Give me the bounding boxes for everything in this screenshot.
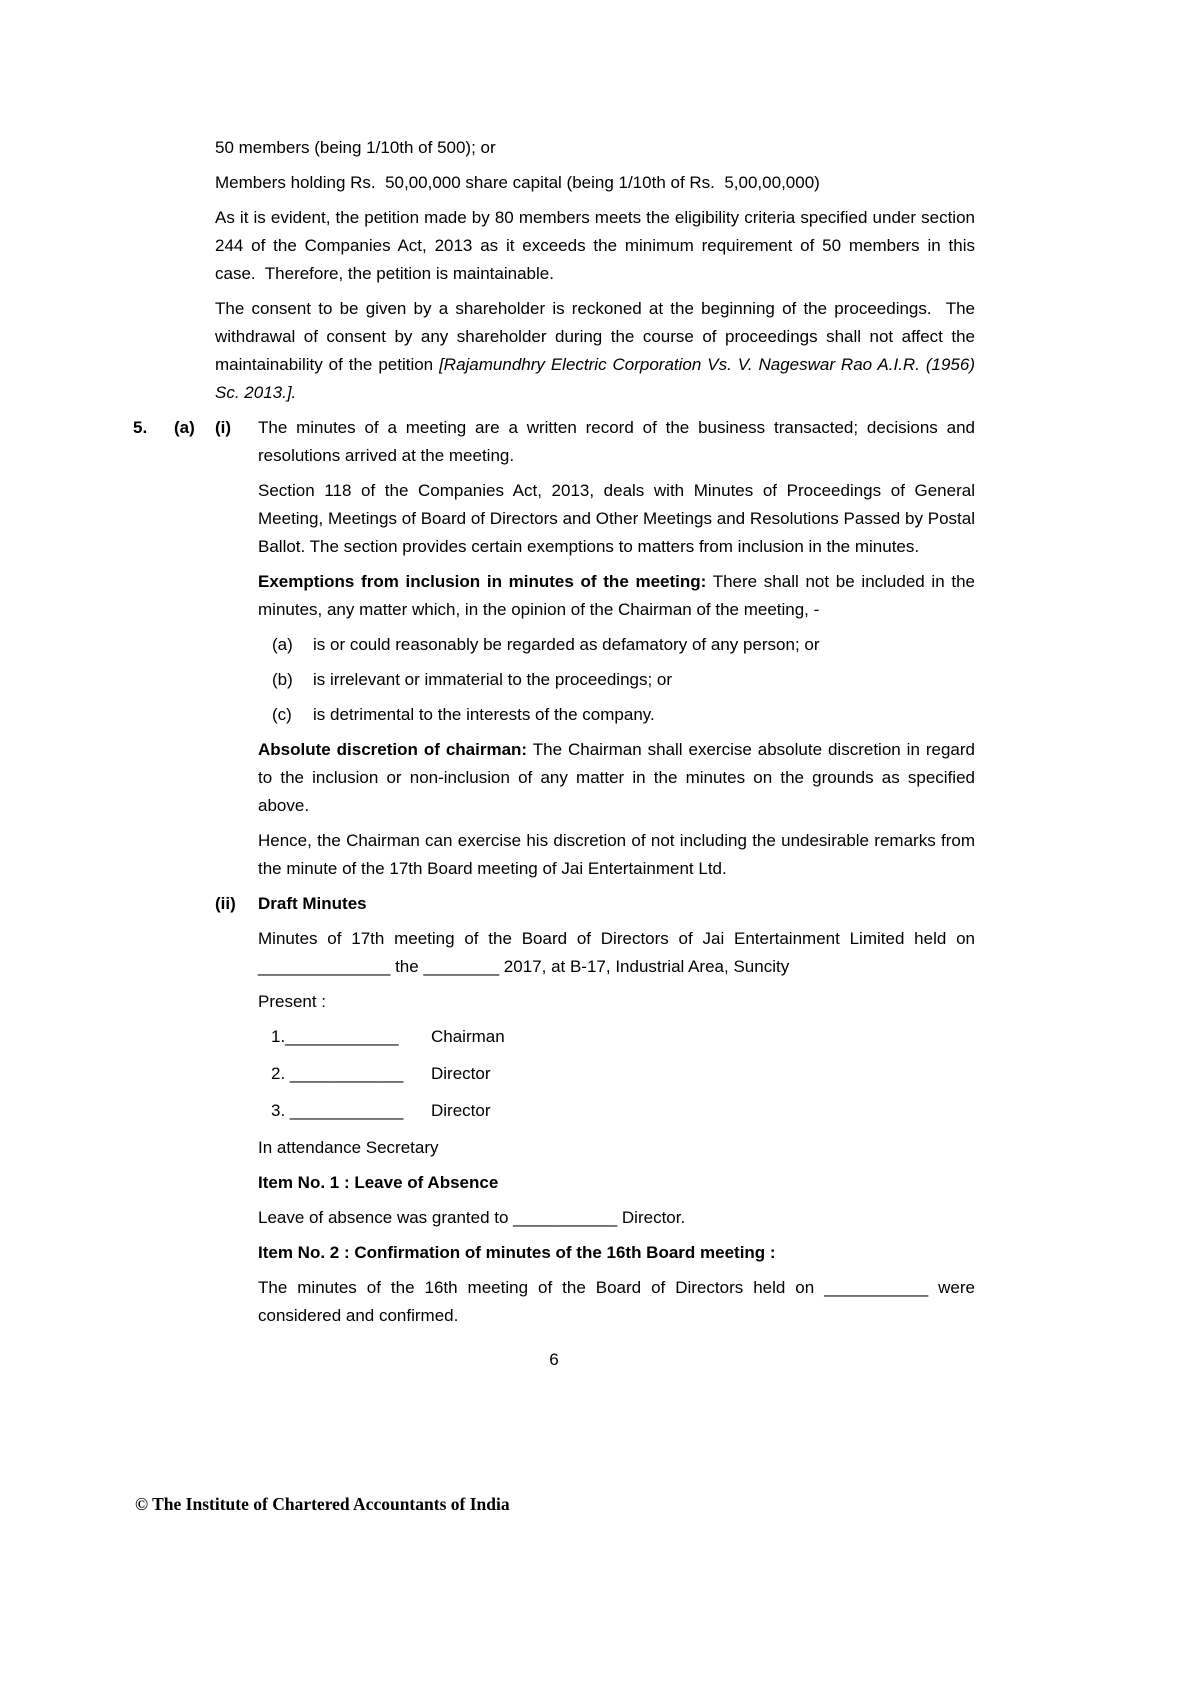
item2-text: The minutes of the 16th meeting of the Board of Directors held on ___________ were considered and confirmed. [258, 1278, 975, 1325]
consent-text: The consent to be given by a shareholder is reckoned at the beginning of the proceedings. The withdrawal of consent by any shareholder during the course of proceedings shall not affect the maintainability of the petition [215, 299, 975, 374]
answer4-section [133, 134, 975, 407]
attendee-row-1 [271, 1023, 975, 1051]
exemption-a-marker: (a) [272, 635, 293, 654]
exemption-a-text: is or could reasonably be regarded as defamatory of any person; or [313, 635, 820, 654]
attendance-note: In attendance Secretary [258, 1138, 439, 1157]
attendee-2-role: Director [431, 1064, 491, 1083]
item1-text: Leave of absence was granted to ___________ Director. [258, 1208, 686, 1227]
attendee-3-blank: 3. ____________ [271, 1101, 404, 1120]
item2-heading: Item No. 2 : Confirmation of minutes of the 16th Board meeting : [258, 1243, 776, 1262]
question-part-a-marker: (a) [174, 418, 195, 437]
discretion-heading: Absolute discretion of chairman: [258, 740, 528, 759]
question-number: 5. [133, 418, 148, 437]
subpart-ii-row [133, 890, 975, 1337]
subpart-ii-body [258, 890, 975, 1337]
case-citation: [Rajamundhry Electric Corporation Vs. V. Nageswar Rao A.I.R. (1956) Sc. 2013.]. [215, 355, 975, 402]
subpart-ii-marker: (ii) [215, 894, 236, 913]
exemption-item-c [272, 701, 975, 729]
exemption-c-marker: (c) [272, 705, 292, 724]
minutes-opening-paragraph: Minutes of 17th meeting of the Board of Directors of Jai Entertainment Limited held on ______________ the ________ 2017, at B-17, Industrial Area, Suncity [258, 929, 975, 976]
exemption-c-text: is detrimental to the interests of the company. [313, 705, 655, 724]
minutes-definition-paragraph: The minutes of a meeting are a written record of the business transacted; decisions and resolutions arrived at the meeting. [258, 418, 975, 465]
attendee-1-role: Chairman [431, 1027, 505, 1046]
item1-heading: Item No. 1 : Leave of Absence [258, 1173, 499, 1192]
exemption-item-a [272, 631, 975, 659]
page-number: 6 [549, 1350, 559, 1369]
exemptions-intro-text: There shall not be included in the minutes, any matter which, in the opinion of the Chairman of the meeting, - [258, 572, 975, 619]
page-content [133, 134, 975, 1374]
section118-paragraph: Section 118 of the Companies Act, 2013, deals with Minutes of Proceedings of General Meeting, Meetings of Board of Directors and Other Meetings and Resolutions Passed by Postal Ballot. The section provides certain exemptions to matters from inclusion in the minutes. [258, 481, 975, 556]
exemption-b-text: is irrelevant or immaterial to the proceedings; or [313, 670, 673, 689]
attendee-1-blank: 1.____________ [271, 1027, 399, 1046]
exemptions-paragraph [258, 568, 975, 624]
exemptions-heading: Exemptions from inclusion in minutes of the meeting: [258, 572, 707, 591]
discretion-text: The Chairman shall exercise absolute discretion in regard to the inclusion or non-inclusion of any matter in the minutes on the grounds as specified above. [258, 740, 975, 815]
present-label: Present : [258, 992, 327, 1011]
question5-row [133, 414, 975, 890]
threshold-capital-line: Members holding Rs. 50,00,000 share capital (being 1/10th of Rs. 5,00,00,000) [215, 173, 820, 192]
attendee-2-blank: 2. ____________ [271, 1064, 404, 1083]
consent-paragraph [215, 295, 975, 407]
eligibility-paragraph: As it is evident, the petition made by 80 members meets the eligibility criteria specified under section 244 of the Companies Act, 2013 as it exceeds the minimum requirement of 50 members in this case. Therefore, the petition is maintainable. [215, 208, 975, 283]
exemption-item-b [272, 666, 975, 694]
copyright-footer: © The Institute of Chartered Accountants of India [135, 1494, 510, 1514]
conclusion-paragraph: Hence, the Chairman can exercise his discretion of not including the undesirable remarks from the minute of the 17th Board meeting of Jai Entertainment Ltd. [258, 831, 975, 878]
attendee-row-3 [271, 1097, 975, 1125]
subpart-i-marker: (i) [215, 418, 232, 437]
threshold-members-line: 50 members (being 1/10th of 500); or [215, 138, 496, 157]
attendee-row-2 [271, 1060, 975, 1088]
discretion-paragraph [258, 736, 975, 820]
subpart-i-body [258, 414, 975, 890]
draft-minutes-heading: Draft Minutes [258, 894, 367, 913]
attendee-3-role: Director [431, 1101, 491, 1120]
exemption-b-marker: (b) [272, 670, 293, 689]
